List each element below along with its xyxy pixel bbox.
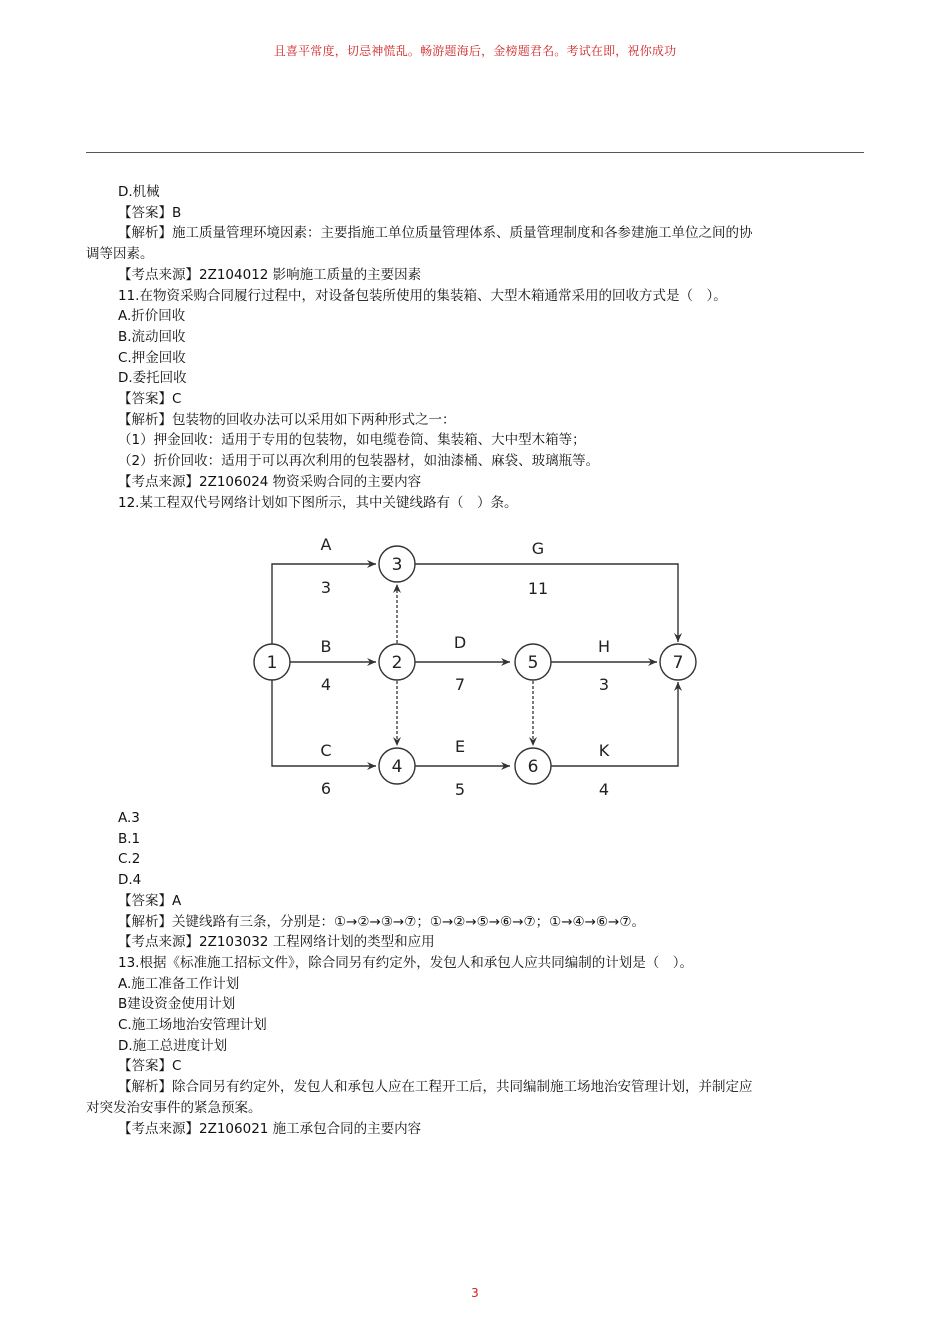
answer-line: 【答案】B bbox=[118, 204, 182, 221]
activity-b-duration: 4 bbox=[320, 675, 332, 694]
arrow-a bbox=[272, 564, 376, 644]
option-b: B.流动回收 bbox=[118, 328, 186, 345]
option-b: B.1 bbox=[118, 830, 141, 847]
option-b: B建设资金使用计划 bbox=[118, 996, 236, 1013]
source-line: 【考点来源】2Z106021 施工承包合同的主要内容 bbox=[118, 1120, 422, 1137]
analysis-line-continued: 对突发治安事件的紧急预案。 bbox=[86, 1099, 262, 1116]
header-motto: 且喜平常度，切忌神慌乱。畅游题海后，金榜题君名。考试在即，祝你成功 bbox=[273, 44, 677, 58]
node-6-label: 6 bbox=[527, 757, 539, 777]
answer-line: 【答案】A bbox=[118, 892, 182, 909]
source-line: 【考点来源】2Z106024 物资采购合同的主要内容 bbox=[118, 473, 422, 490]
arrow-k bbox=[551, 682, 678, 766]
node-1-label: 1 bbox=[266, 653, 278, 673]
source-line: 【考点来源】2Z103032 工程网络计划的类型和应用 bbox=[118, 934, 435, 951]
option-a: A.施工准备工作计划 bbox=[118, 975, 240, 992]
header-divider bbox=[86, 152, 864, 153]
option-a: A.3 bbox=[118, 810, 140, 826]
analysis-item-2: （2）折价回收：适用于可以再次利用的包装器材，如油漆桶、麻袋、玻璃瓶等。 bbox=[118, 453, 600, 470]
analysis-line-continued: 调等因素。 bbox=[86, 246, 154, 263]
activity-d-duration: 7 bbox=[454, 675, 466, 694]
activity-k-duration: 4 bbox=[598, 780, 610, 799]
option-c: C.施工场地治安管理计划 bbox=[118, 1017, 267, 1034]
activity-k-name: K bbox=[598, 741, 610, 760]
option-d: D.4 bbox=[118, 872, 142, 889]
page-number: 3 bbox=[471, 1286, 479, 1300]
question-13: 13.根据《标准施工招标文件》，除合同另有约定外，发包人和承包人应共同编制的计划是（ ）。 bbox=[118, 954, 693, 971]
network-diagram bbox=[240, 530, 720, 805]
option-a: A.折价回收 bbox=[118, 308, 186, 325]
question-block-top bbox=[86, 182, 864, 513]
answer-line: 【答案】C bbox=[118, 1058, 182, 1075]
activity-e-duration: 5 bbox=[454, 780, 466, 799]
activity-a-name: A bbox=[320, 535, 332, 554]
analysis-item-1: （1）押金回收：适用于专用的包装物，如电缆卷筒、集装箱、大中型木箱等； bbox=[118, 432, 586, 449]
node-2-label: 2 bbox=[391, 653, 403, 673]
activity-g-duration: 11 bbox=[527, 579, 549, 598]
analysis-line: 【解析】除合同另有约定外，发包人和承包人应在工程开工后，共同编制施工场地治安管理计划，并制定应 bbox=[118, 1079, 753, 1096]
question-11: 11.在物资采购合同履行过程中，对设备包装所使用的集装箱、大型木箱通常采用的回收方式是（ ）。 bbox=[118, 287, 727, 304]
option-d: D.委托回收 bbox=[118, 370, 187, 387]
node-4-label: 4 bbox=[391, 757, 403, 777]
activity-c-name: C bbox=[320, 741, 332, 760]
question-12: 12.某工程双代号网络计划如下图所示，其中关键线路有（ ）条。 bbox=[118, 494, 518, 511]
analysis-line: 【解析】包装物的回收办法可以采用如下两种形式之一： bbox=[118, 411, 456, 428]
node-7-label: 7 bbox=[672, 653, 684, 673]
node-3-label: 3 bbox=[391, 555, 403, 575]
activity-h-duration: 3 bbox=[598, 675, 610, 694]
activity-g-name: G bbox=[531, 539, 545, 558]
analysis-line: 【解析】施工质量管理环境因素：主要指施工单位质量管理体系、质量管理制度和各参建施工单位之间的协 bbox=[118, 225, 753, 242]
analysis-line: 【解析】关键线路有三条，分别是：①→②→③→⑦；①→②→⑤→⑥→⑦；①→④→⑥→⑦。 bbox=[118, 913, 645, 930]
activity-h-name: H bbox=[597, 637, 611, 656]
activity-e-name: E bbox=[454, 737, 466, 756]
source-line: 【考点来源】2Z104012 影响施工质量的主要因素 bbox=[118, 266, 422, 283]
arrow-g bbox=[415, 564, 678, 642]
option-line: D.机械 bbox=[118, 184, 160, 200]
activity-d-name: D bbox=[453, 633, 467, 652]
option-d: D.施工总进度计划 bbox=[118, 1037, 228, 1054]
question-block-bottom bbox=[86, 808, 864, 1139]
activity-b-name: B bbox=[320, 637, 332, 656]
answer-line: 【答案】C bbox=[118, 391, 182, 408]
option-c: C.押金回收 bbox=[118, 349, 186, 366]
activity-a-duration: 3 bbox=[320, 578, 332, 597]
activity-c-duration: 6 bbox=[320, 779, 332, 798]
option-c: C.2 bbox=[118, 851, 141, 868]
node-5-label: 5 bbox=[527, 653, 539, 673]
